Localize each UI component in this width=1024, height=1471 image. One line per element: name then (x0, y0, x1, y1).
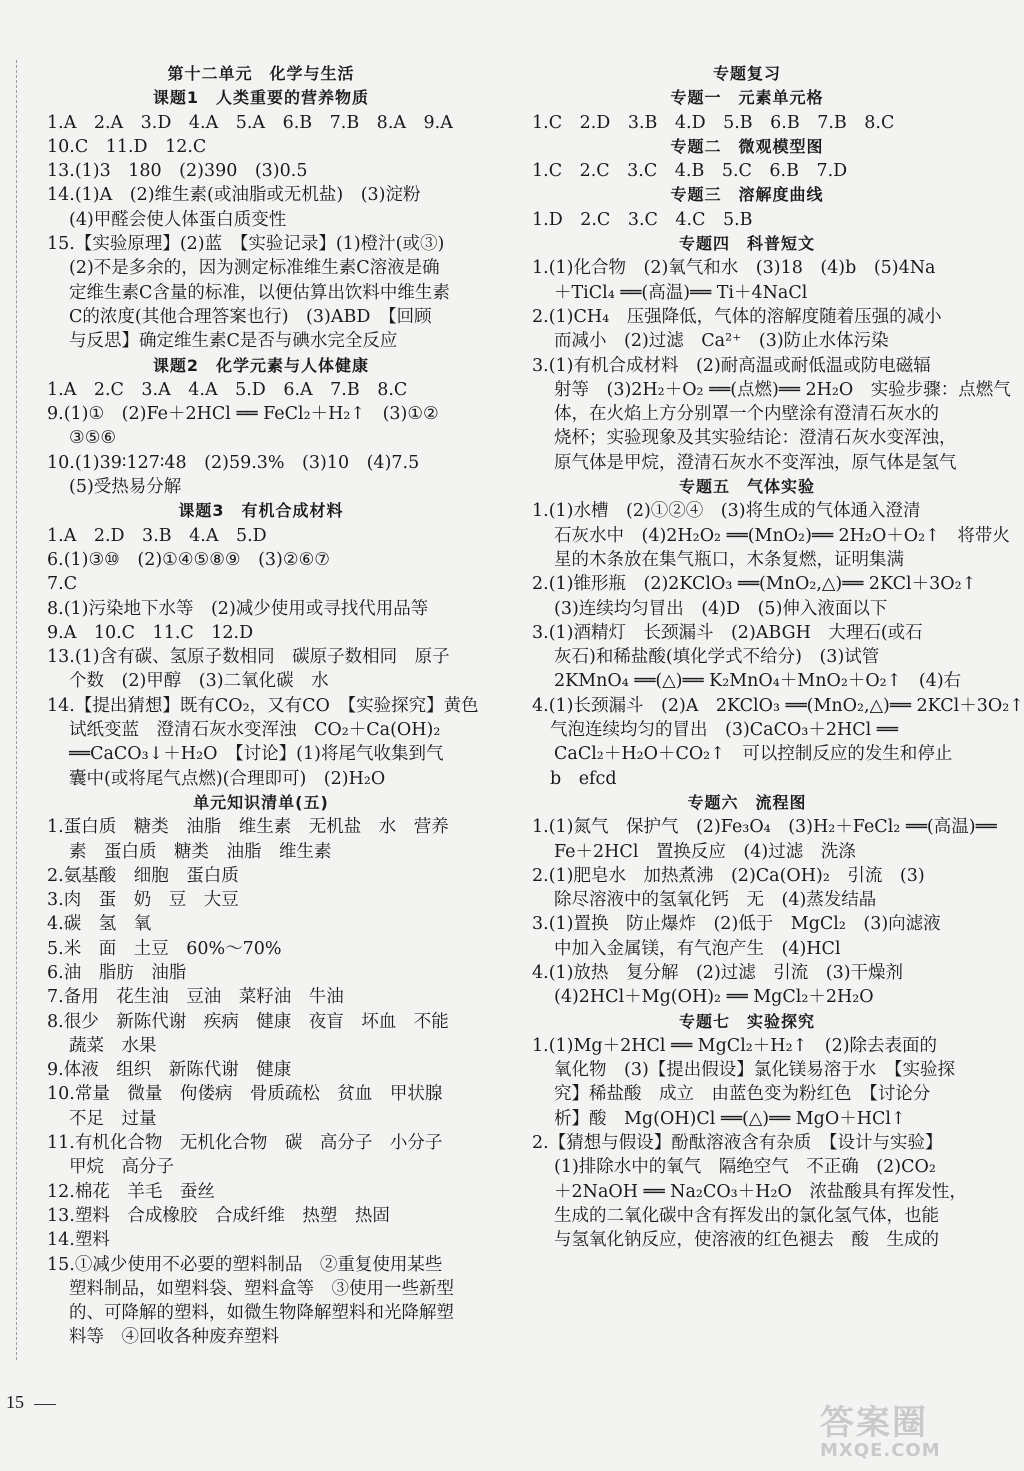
answer-line: (2)不是多余的，因为测定标准维生素C溶液是确 (69, 258, 440, 279)
answer-line: 中加入金属镁，有气泡产生 (4)HCl (554, 938, 841, 959)
answer-line: ＋2NaOH ══ Na₂CO₃＋H₂O 浓盐酸具有挥发性， (554, 1181, 967, 1202)
answer-line: 7.备用 花生油 豆油 菜籽油 牛油 (47, 987, 344, 1008)
answer-line: 1.A 2.A 3.D 4.A 5.A 6.B 7.B 8.A 9.A (47, 112, 453, 133)
answer-line: 气泡连续均匀的冒出 (3)CaCO₃＋2HCl ══ (550, 720, 898, 741)
answer-line: 3.(1)有机合成材料 (2)耐高温或耐低温或防电磁辐 (532, 355, 931, 376)
section-heading: 专题二 微观模型图 (670, 136, 824, 156)
answer-line: 10.C 11.D 12.C (47, 136, 207, 157)
answer-line: 料等 ④回收各种废弃塑料 (69, 1327, 279, 1348)
watermark-bottom: MXQE.COM (820, 1440, 941, 1461)
answer-line: 13.(1)含有碳、氢原子数相同 碳原子数相同 原子 (47, 647, 450, 668)
answer-line: (4)甲醛会使人体蛋白质变性 (69, 209, 287, 230)
answer-line: CaCl₂＋H₂O＋CO₂↑ 可以控制反应的发生和停止 (554, 744, 953, 765)
answer-line: 素 蛋白质 糖类 油脂 维生素 (69, 841, 332, 862)
answer-line: 1.A 2.C 3.A 4.A 5.D 6.A 7.B 8.C (47, 379, 408, 400)
answer-line: (3)连续均匀冒出 (4)D (5)伸入液面以下 (554, 598, 888, 619)
answer-line: ══CaCO₃↓＋H₂O 【讨论】(1)将尾气收集到气 (69, 744, 444, 765)
answer-line: 6.(1)③⑩ (2)①④⑤⑧⑨ (3)②⑥⑦ (47, 549, 330, 570)
section-heading: 专题七 实验探究 (678, 1011, 815, 1031)
answer-line: 1.(1)氮气 保护气 (2)Fe₃O₄ (3)H₂＋FeCl₂ ══(高温)══ (532, 817, 997, 838)
answer-line: 3.(1)置换 防止爆炸 (2)低于 MgCl₂ (3)向滤液 (532, 914, 941, 935)
answer-line: 14.(1)A (2)维生素(或油脂或无机盐) (3)淀粉 (47, 185, 421, 206)
answer-line: 个数 (2)甲醇 (3)二氧化碳 水 (69, 671, 329, 692)
answer-line: ＋TiCl₄ ══(高温)══ Ti＋4NaCl (554, 282, 808, 303)
section-heading: 专题四 科普短文 (678, 234, 815, 254)
answer-line: 12.棉花 羊毛 蚕丝 (47, 1181, 215, 1202)
answer-line: 析】酸 Mg(OH)Cl ══(△)══ MgO＋HCl↑ (554, 1108, 906, 1129)
answer-line: 1.C 2.C 3.C 4.B 5.C 6.B 7.D (532, 161, 848, 182)
answer-line: 1.蛋白质 糖类 油脂 维生素 无机盐 水 营养 (47, 817, 449, 838)
answer-line: 与氢氧化钠反应，使溶液的红色褪去 酸 生成的 (554, 1230, 939, 1251)
answer-line: 11.有机化合物 无机化合物 碳 高分子 小分子 (47, 1133, 443, 1154)
answer-line: 1.D 2.C 3.C 4.C 5.B (532, 209, 753, 230)
section-heading: 专题一 元素单元格 (670, 88, 824, 108)
answer-line: 囊中(或将尾气点燃)(合理即可) (2)H₂O (69, 768, 386, 789)
watermark-logo (820, 1395, 985, 1465)
answer-line: 8.(1)污染地下水等 (2)减少使用或寻找代用品等 (47, 598, 429, 619)
answer-line: 与反思】确定维生素C是否与碘水完全反应 (69, 331, 398, 352)
answer-line: 4.碳 氢 氧 (47, 914, 152, 935)
answer-line: 7.C (47, 574, 78, 595)
section-heading: 课题3 有机合成材料 (178, 501, 344, 521)
answer-line: ③⑤⑥ (69, 428, 117, 449)
answer-line: 10.(1)39∶127∶48 (2)59.3% (3)10 (4)7.5 (47, 452, 420, 473)
answer-line: 14.塑料 (47, 1230, 110, 1251)
answer-line: 15.【实验原理】(2)蓝 【实验记录】(1)橙汁(或③) (47, 234, 445, 255)
section-heading: 课题2 化学元素与人体健康 (152, 355, 370, 375)
answer-line: 生成的二氧化碳中含有挥发出的氯化氢气体，也能 (554, 1205, 939, 1226)
answer-line: 石灰水中 (4)2H₂O₂ ══(MnO₂)══ 2H₂O＋O₂↑ 将带火 (554, 525, 1010, 546)
answer-line: 灰石)和稀盐酸(填化学式不给分) (3)试管 (554, 647, 880, 668)
answer-line: C的浓度(其他合理答案也行) (3)ABD 【回顾 (69, 306, 432, 327)
answer-line: 8.很少 新陈代谢 疾病 健康 夜盲 坏血 不能 (47, 1011, 449, 1032)
answer-line: 2.氨基酸 细胞 蛋白质 (47, 865, 239, 886)
answer-line: 蔬菜 水果 (69, 1035, 157, 1056)
answer-line: 除尽溶液中的氢氧化钙 无 (4)蒸发结晶 (554, 890, 877, 911)
answer-line: 烧杯；实验现象及其实验结论：澄清石灰水变浑浊， (554, 428, 957, 449)
page-number-dash (34, 1404, 56, 1405)
answer-line: 1.C 2.D 3.B 4.D 5.B 6.B 7.B 8.C (532, 112, 895, 133)
section-heading: 专题五 气体实验 (678, 477, 815, 497)
section-heading: 专题六 流程图 (687, 792, 807, 812)
answer-line: 4.(1)放热 复分解 (2)过滤 引流 (3)干燥剂 (532, 962, 904, 983)
answer-line: 15.①减少使用不必要的塑料制品 ②重复使用某些 (47, 1254, 443, 1275)
answer-line: 1.A 2.D 3.B 4.A 5.D (47, 525, 267, 546)
answer-line: 10.常量 微量 佝偻病 骨质疏松 贫血 甲状腺 (47, 1084, 443, 1105)
answer-line: 塑料制品，如塑料袋、塑料盒等 ③使用一些新型 (69, 1278, 454, 1299)
section-heading: 专题复习 (712, 64, 781, 83)
answer-line: (1)排除水中的氧气 隔绝空气 不正确 (2)CO₂ (554, 1157, 936, 1178)
answer-line: 9.体液 组织 新陈代谢 健康 (47, 1060, 292, 1081)
answer-line: 体，在火焰上方分别罩一个内壁涂有澄清石灰水的 (554, 404, 939, 425)
answer-line: 原气体是甲烷，澄清石灰水不变浑浊，原气体是氢气 (554, 452, 957, 473)
section-heading: 第十二单元 化学与生活 (167, 64, 355, 83)
answer-line: 星的木条放在集气瓶口，木条复燃，证明集满 (554, 549, 904, 570)
answer-line: 5.米 面 土豆 60%～70% (47, 938, 282, 959)
left-column (47, 62, 479, 1350)
answer-line: 试纸变蓝 澄清石灰水变浑浊 CO₂＋Ca(OH)₂ (69, 720, 441, 741)
answer-line: (5)受热易分解 (69, 477, 182, 498)
answer-line: 究】稀盐酸 成立 由蓝色变为粉红色 【讨论分 (554, 1084, 931, 1105)
answer-line: 3.肉 蛋 奶 豆 大豆 (47, 890, 239, 911)
answer-line: 13.(1)3 180 (2)390 (3)0.5 (47, 161, 308, 182)
left-margin-divider (16, 60, 17, 1360)
answer-line: b efcd (550, 768, 617, 789)
answer-line: 定维生素C含量的标准，以便估算出饮料中维生素 (69, 282, 450, 303)
answer-line: 的、可降解的塑料，如微生物降解塑料和光降解塑 (69, 1303, 454, 1324)
answer-line: 3.(1)酒精灯 长颈漏斗 (2)ABGH 大理石(或石 (532, 622, 923, 643)
section-heading: 专题三 溶解度曲线 (670, 185, 824, 205)
answer-line: 2.(1)肥皂水 加热煮沸 (2)Ca(OH)₂ 引流 (3) (532, 865, 925, 886)
answer-line: 射等 (3)2H₂＋O₂ ══(点燃)══ 2H₂O 实验步骤：点燃气 (554, 379, 1011, 400)
answer-line: 不足 过量 (69, 1108, 157, 1129)
answer-line: 1.(1)Mg＋2HCl ══ MgCl₂＋H₂↑ (2)除去表面的 (532, 1035, 938, 1056)
answer-line: 氧化物 (3)【提出假设】氯化镁易溶于水 【实验探 (554, 1060, 956, 1081)
page-number: 15 (6, 1392, 24, 1412)
answer-line: 1.(1)化合物 (2)氧气和水 (3)18 (4)b (5)4Na (532, 258, 936, 279)
answer-line: (4)2HCl＋Mg(OH)₂ ══ MgCl₂＋2H₂O (554, 987, 874, 1008)
answer-line: 6.油 脂肪 油脂 (47, 962, 187, 983)
section-heading: 课题1 人类重要的营养物质 (152, 88, 370, 108)
watermark-top: 答案圈 (820, 1403, 928, 1443)
answer-line: 甲烷 高分子 (69, 1157, 174, 1178)
answer-line: 13.塑料 合成橡胶 合成纤维 热塑 热固 (47, 1205, 390, 1226)
answer-line: 2.【猜想与假设】酚酞溶液含有杂质 【设计与实验】 (532, 1133, 943, 1154)
answer-line: 9.A 10.C 11.C 12.D (47, 622, 254, 643)
answer-line: 2KMnO₄ ══(△)══ K₂MnO₄＋MnO₂＋O₂↑ (4)右 (554, 671, 962, 692)
answer-line: 14.【提出猜想】既有CO₂，又有CO 【实验探究】黄色 (47, 695, 479, 716)
answer-line: 2.(1)CH₄ 压强降低，气体的溶解度随着压强的减小 (532, 306, 942, 327)
section-heading: 单元知识清单(五) (193, 792, 329, 812)
answer-line: 而减小 (2)过滤 Ca²⁺ (3)防止水体污染 (554, 331, 889, 352)
answer-line: 9.(1)① (2)Fe＋2HCl ══ FeCl₂＋H₂↑ (3)①② (47, 404, 439, 425)
answer-line: 4.(1)长颈漏斗 (2)A 2KClO₃ ══(MnO₂,△)══ 2KCl＋3O₂↑ (532, 695, 1024, 716)
right-column (532, 62, 1024, 1253)
answer-line: 2.(1)锥形瓶 (2)2KClO₃ ══(MnO₂,△)══ 2KCl＋3O₂↑ (532, 574, 977, 595)
answer-line: 1.(1)水槽 (2)①②④ (3)将生成的气体通入澄清 (532, 501, 921, 522)
answer-line: Fe＋2HCl 置换反应 (4)过滤 洗涤 (554, 841, 856, 862)
